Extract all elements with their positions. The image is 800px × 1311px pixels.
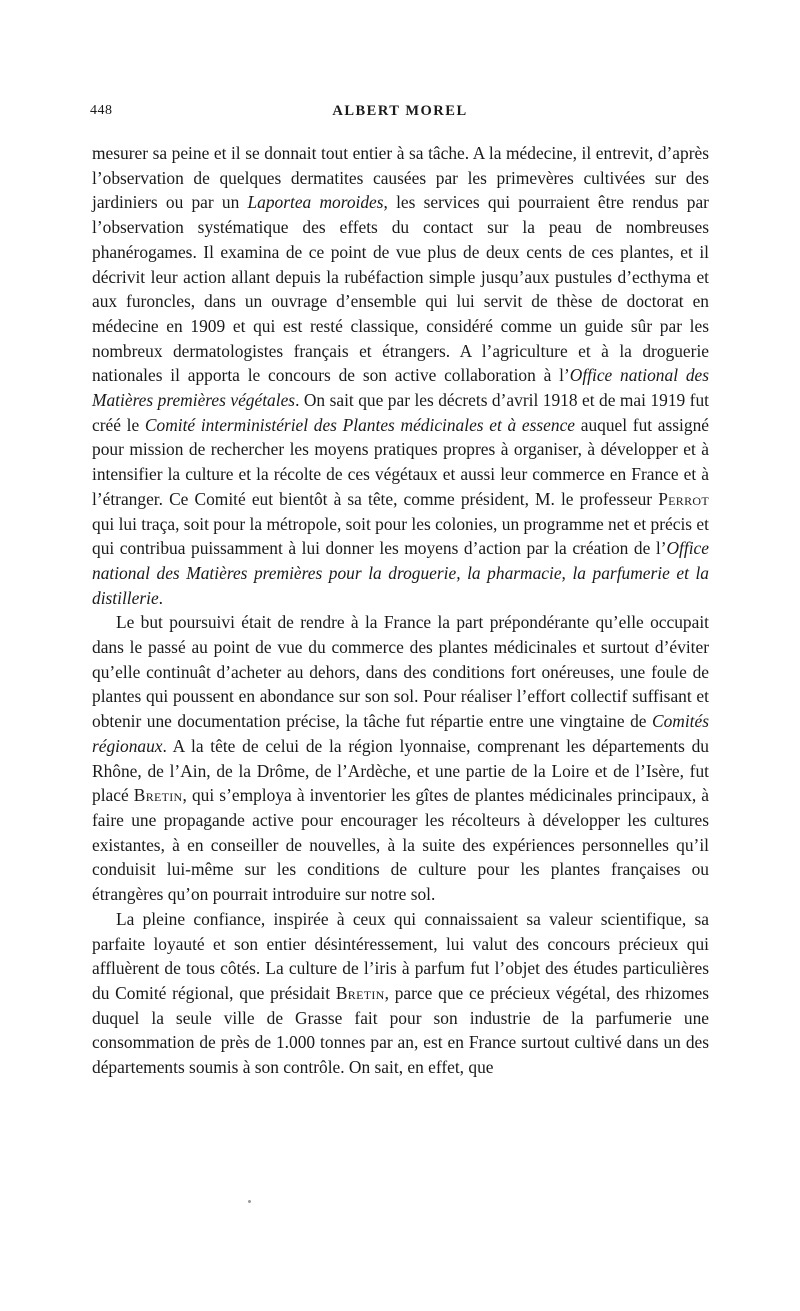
paragraph-1 (92, 141, 709, 610)
text-run: Le but poursuivi était de rendre à la France la part prépondérante qu’elle occupait dans le passé au point de vue du commerce des plantes médicinales et surtout d’éviter qu’elle continuât d’acheter au dehors, dans des conditions fort onéreuses, une foule de plantes qui poussent en abondance sur son sol. Pour réaliser l’effort collectif suffisant et obtenir une documentation précise, la tâche fut répartie entre une vingtaine de (92, 612, 709, 732)
text-run: auquel fut assigné pour mission de rechercher les moyens pratiques propres à organiser, à développer et à intensifier la culture et la récolte de ces végétaux et aussi leur commerce en France et à l’étranger. Ce Comité eut bientôt à sa tête, comme président, M. le professeur (92, 414, 709, 509)
body-text (92, 141, 709, 1080)
paragraph-3 (92, 907, 709, 1080)
italic-phrase: Office national des Matières premières pour la droguerie, la pharmacie, la parfumerie et la distillerie (92, 538, 709, 608)
page-number: 448 (90, 103, 113, 118)
person-name: Perrot (658, 488, 709, 509)
text-run: mesurer sa peine et il se donnait tout entier à sa tâche. A la médecine, il entrevit, d’après l’observation de quelques dermatites causées par les primevères cultivées sur des jardiniers ou par un (92, 143, 709, 213)
text-run: La pleine confiance, inspirée à ceux qui connaissaient sa valeur scientifique, sa parfaite loyauté et son entier désintéressement, lui valut des concours précieux qui affluèrent de tous côtés. La culture de l’iris à parfum fut l’objet des études particulières du Comité régional, que présidait (92, 908, 709, 1003)
italic-phrase: Office national des Matières premières végétales (92, 365, 709, 411)
running-title: ALBERT MOREL (332, 103, 468, 119)
print-speck (248, 1200, 251, 1203)
text-run: , les services qui pourraient être rendus par l’observation systématique des effets du contact sur la peau de nombreuses phanérogames. Il examina de ce point de vue plus de deux cents de ces plantes, et il décrivit leur action allant depuis la rubéfaction simple jusqu’aux pustules d’ecthyma et aux furoncles, dans un ouvrage d’ensemble qui lui servit de thèse de doctorat en médecine en 1909 et qui est resté classique, considéré comme un guide sûr par les nombreux dermatologistes français et étrangers. A l’agriculture et à la droguerie nationales il apporta le concours de son active collaboration à l’ (92, 192, 709, 386)
person-name: Bretin (335, 982, 385, 1003)
text-run: , parce que ce précieux végétal, des rhizomes duquel la seule ville de Grasse fait pour son industrie de la parfumerie une consommation de près de 1.000 tonnes par an, est en France surtout cultivé dans un des départements soumis à son contrôle. On sait, en effet, que (92, 982, 709, 1078)
running-head (90, 103, 710, 123)
text-run: . (158, 587, 164, 608)
paragraph-2 (92, 610, 709, 906)
italic-phrase: Comité interministériel des Plantes médicinales et à essence (144, 414, 576, 435)
italic-phrase: Laportea moroides (247, 192, 384, 213)
person-name: Bretin (133, 785, 183, 806)
text-run: , qui s’employa à inventorier les gîtes de plantes médicinales principaux, à faire une propagande active pour encourager les récolteurs à développer les cultures existantes, à en conseiller de nouvelles, à la suite des expériences personnelles qu’il conduisit lui-même sur les conditions de culture pour les plantes françaises ou étrangères qu’on pourrait introduire sur notre sol. (92, 785, 710, 905)
text-run: . A la tête de celui de la région lyonnaise, comprenant les départements du Rhône, de l’Ain, de la Drôme, de l’Ardèche, et une partie de la Loire et de l’Isère, fut placé (92, 735, 709, 806)
text-run: qui lui traça, soit pour la métropole, soit pour les colonies, un programme net et précis et qui contribua puissamment à lui donner les moyens d’action par la création de l’ (92, 513, 709, 559)
text-run: . On sait que par les décrets d’avril 1918 et de mai 1919 fut créé le (92, 390, 709, 435)
italic-phrase: Comités régionaux (92, 711, 709, 756)
